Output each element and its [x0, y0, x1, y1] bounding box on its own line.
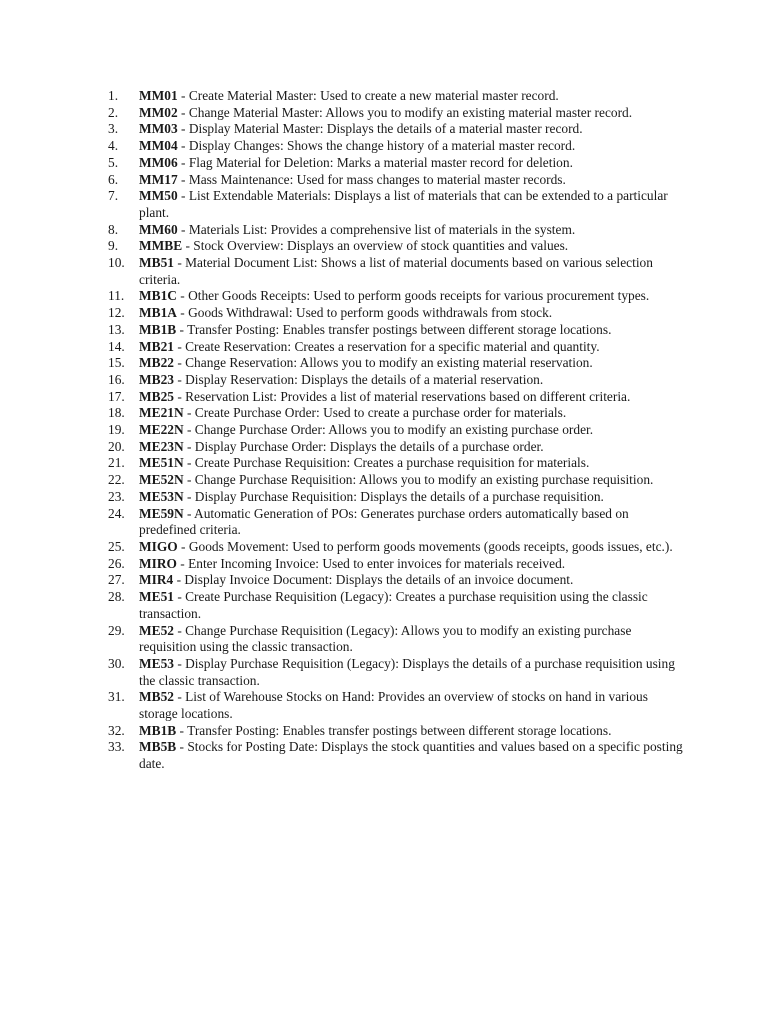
- list-item-number: 31.: [108, 689, 125, 705]
- transaction-description: - List of Warehouse Stocks on Hand: Provides an overview of stocks on hand in various storage locations.: [139, 689, 648, 722]
- list-item: [108, 255, 688, 288]
- list-item: [108, 506, 688, 539]
- transaction-code: ME51: [139, 589, 174, 605]
- transaction-description: - Materials List: Provides a comprehensive list of materials in the system.: [177, 221, 576, 237]
- list-item: [108, 105, 688, 122]
- transaction-code: MM17: [139, 171, 178, 187]
- list-item-number: 8.: [108, 221, 119, 237]
- transaction-code: ME53: [139, 655, 174, 671]
- transaction-code: MMBE: [139, 238, 183, 254]
- transaction-description: - Change Purchase Requisition (Legacy): Allows you to modify an existing purchase requisition using the classic transaction.: [139, 622, 632, 655]
- transaction-code: MB5B: [139, 739, 177, 755]
- list-item: [108, 422, 688, 439]
- list-item-number: 16.: [108, 371, 125, 387]
- list-item: [108, 222, 688, 239]
- list-item: [108, 88, 688, 105]
- transaction-description: - Change Reservation: Allows you to modify an existing material reservation.: [173, 355, 593, 371]
- transaction-code: ME53N: [139, 488, 184, 504]
- list-item-number: 2.: [108, 104, 119, 120]
- transaction-description: - Flag Material for Deletion: Marks a material master record for deletion.: [177, 154, 573, 170]
- transaction-description: - Other Goods Receipts: Used to perform goods receipts for various procurement types.: [176, 288, 650, 304]
- list-item: [108, 489, 688, 506]
- transaction-code: MM50: [139, 188, 178, 204]
- list-item-number: 5.: [108, 154, 119, 170]
- list-item: [108, 172, 688, 189]
- transaction-code: MB21: [139, 338, 174, 354]
- list-item: [108, 739, 688, 772]
- transaction-description: - Transfer Posting: Enables transfer postings between different storage locations.: [176, 722, 612, 738]
- transaction-code: MIR4: [139, 572, 174, 588]
- list-item: [108, 556, 688, 573]
- transaction-code: ME59N: [139, 505, 184, 521]
- transaction-description: - Display Purchase Requisition: Displays the details of a purchase requisition.: [183, 488, 604, 504]
- list-item-number: 7.: [108, 188, 119, 204]
- transaction-code: ME52: [139, 622, 174, 638]
- transaction-description: - Automatic Generation of POs: Generates purchase orders automatically based on predefined criteria.: [139, 505, 629, 538]
- transaction-description: - Display Changes: Shows the change history of a material master record.: [177, 138, 576, 154]
- list-item: [108, 656, 688, 689]
- list-item-number: 11.: [108, 288, 125, 304]
- list-item-number: 26.: [108, 555, 125, 571]
- list-item: [108, 623, 688, 656]
- list-item-number: 9.: [108, 238, 119, 254]
- list-item: [108, 155, 688, 172]
- transaction-code: MB23: [139, 371, 174, 387]
- list-item-number: 28.: [108, 589, 125, 605]
- transaction-description: - Material Document List: Shows a list of material documents based on various selection criteria.: [139, 255, 653, 287]
- list-item-number: 27.: [108, 572, 125, 588]
- list-item-number: 29.: [108, 622, 125, 638]
- transaction-code: MB1B: [139, 722, 177, 738]
- list-item: [108, 238, 688, 255]
- transaction-code: MB25: [139, 388, 174, 404]
- transaction-code: MB22: [139, 355, 174, 371]
- list-item-number: 15.: [108, 355, 125, 371]
- transaction-code: ME52N: [139, 472, 184, 488]
- transaction-code: MIGO: [139, 538, 178, 554]
- transaction-description: - Transfer Posting: Enables transfer postings between different storage locations.: [176, 321, 612, 337]
- transaction-description: - Goods Movement: Used to perform goods movements (goods receipts, goods issues, etc.).: [177, 538, 673, 554]
- list-item-number: 23.: [108, 488, 125, 504]
- list-item-number: 10.: [108, 255, 125, 271]
- list-item-number: 1.: [108, 88, 119, 103]
- transaction-code: MM03: [139, 121, 178, 137]
- list-item: [108, 389, 688, 406]
- list-item: [108, 439, 688, 456]
- transaction-code: ME22N: [139, 422, 184, 438]
- list-item: [108, 288, 688, 305]
- transaction-description: - Mass Maintenance: Used for mass changes to material master records.: [177, 171, 566, 187]
- transaction-code: MM60: [139, 221, 178, 237]
- transaction-description: - List Extendable Materials: Displays a list of materials that can be extended to a particular plant.: [139, 188, 668, 220]
- list-item-number: 32.: [108, 722, 125, 738]
- transaction-description: - Display Material Master: Displays the details of a material master record.: [177, 121, 583, 137]
- transaction-code: MM06: [139, 154, 178, 170]
- transaction-code: MB1A: [139, 305, 177, 321]
- list-item: [108, 405, 688, 422]
- list-item: [108, 188, 688, 221]
- transaction-code: MB52: [139, 689, 174, 705]
- transaction-description: - Display Purchase Requisition (Legacy): Displays the details of a purchase requisition using the classic transaction.: [139, 655, 675, 688]
- list-item-number: 24.: [108, 505, 125, 521]
- list-item: [108, 455, 688, 472]
- list-item-number: 21.: [108, 455, 125, 471]
- transaction-description: - Create Purchase Requisition (Legacy): Creates a purchase requisition using the classic transaction.: [139, 589, 648, 621]
- list-item-number: 18.: [108, 405, 125, 421]
- list-item-number: 25.: [108, 538, 125, 554]
- list-item: [108, 355, 688, 372]
- transaction-code: MM04: [139, 138, 178, 154]
- transaction-code: MB1C: [139, 288, 177, 304]
- list-item-number: 12.: [108, 305, 125, 321]
- list-item-number: 22.: [108, 472, 125, 488]
- list-item-number: 19.: [108, 422, 125, 438]
- transaction-description: - Create Purchase Requisition: Creates a purchase requisition for materials.: [183, 455, 590, 471]
- transaction-description: - Display Reservation: Displays the details of a material reservation.: [173, 371, 544, 387]
- transaction-description: - Display Purchase Order: Displays the details of a purchase order.: [183, 438, 544, 454]
- list-item-number: 13.: [108, 321, 125, 337]
- transaction-description: - Reservation List: Provides a list of material reservations based on different criteria.: [173, 388, 631, 404]
- list-item-number: 4.: [108, 138, 119, 154]
- list-item: [108, 121, 688, 138]
- transaction-code: ME51N: [139, 455, 184, 471]
- transaction-description: - Create Reservation: Creates a reservation for a specific material and quantity.: [173, 338, 600, 354]
- transaction-description: - Goods Withdrawal: Used to perform goods withdrawals from stock.: [176, 305, 553, 321]
- transaction-code-list: [108, 88, 688, 773]
- list-item: [108, 305, 688, 322]
- transaction-description: - Enter Incoming Invoice: Used to enter invoices for materials received.: [176, 555, 566, 571]
- transaction-code: ME23N: [139, 438, 184, 454]
- list-item: [108, 472, 688, 489]
- list-item: [108, 322, 688, 339]
- transaction-code: MB51: [139, 255, 174, 271]
- transaction-description: - Display Invoice Document: Displays the details of an invoice document.: [173, 572, 574, 588]
- transaction-description: - Create Purchase Order: Used to create a purchase order for materials.: [183, 405, 567, 421]
- list-item-number: 17.: [108, 388, 125, 404]
- transaction-code: MM02: [139, 104, 178, 120]
- list-item: [108, 689, 688, 722]
- transaction-description: - Change Material Master: Allows you to modify an existing material master record.: [177, 104, 633, 120]
- list-item: [108, 138, 688, 155]
- transaction-description: - Change Purchase Order: Allows you to modify an existing purchase order.: [183, 422, 594, 438]
- list-item: [108, 589, 688, 622]
- list-item-number: 30.: [108, 655, 125, 671]
- transaction-description: - Create Material Master: Used to create a new material master record.: [177, 88, 559, 103]
- list-item-number: 14.: [108, 338, 125, 354]
- list-item: [108, 539, 688, 556]
- list-item-number: 6.: [108, 171, 119, 187]
- list-item-number: 3.: [108, 121, 119, 137]
- list-item: [108, 572, 688, 589]
- transaction-code: MIRO: [139, 555, 177, 571]
- list-item-number: 33.: [108, 739, 125, 755]
- transaction-code: MM01: [139, 88, 178, 103]
- transaction-code: ME21N: [139, 405, 184, 421]
- list-item: [108, 372, 688, 389]
- transaction-description: - Change Purchase Requisition: Allows you to modify an existing purchase requisition.: [183, 472, 654, 488]
- transaction-description: - Stock Overview: Displays an overview of stock quantities and values.: [182, 238, 569, 254]
- list-item: [108, 339, 688, 356]
- transaction-code: MB1B: [139, 321, 177, 337]
- list-item: [108, 723, 688, 740]
- list-item-number: 20.: [108, 438, 125, 454]
- transaction-description: - Stocks for Posting Date: Displays the stock quantities and values based on a specific posting date.: [139, 739, 683, 772]
